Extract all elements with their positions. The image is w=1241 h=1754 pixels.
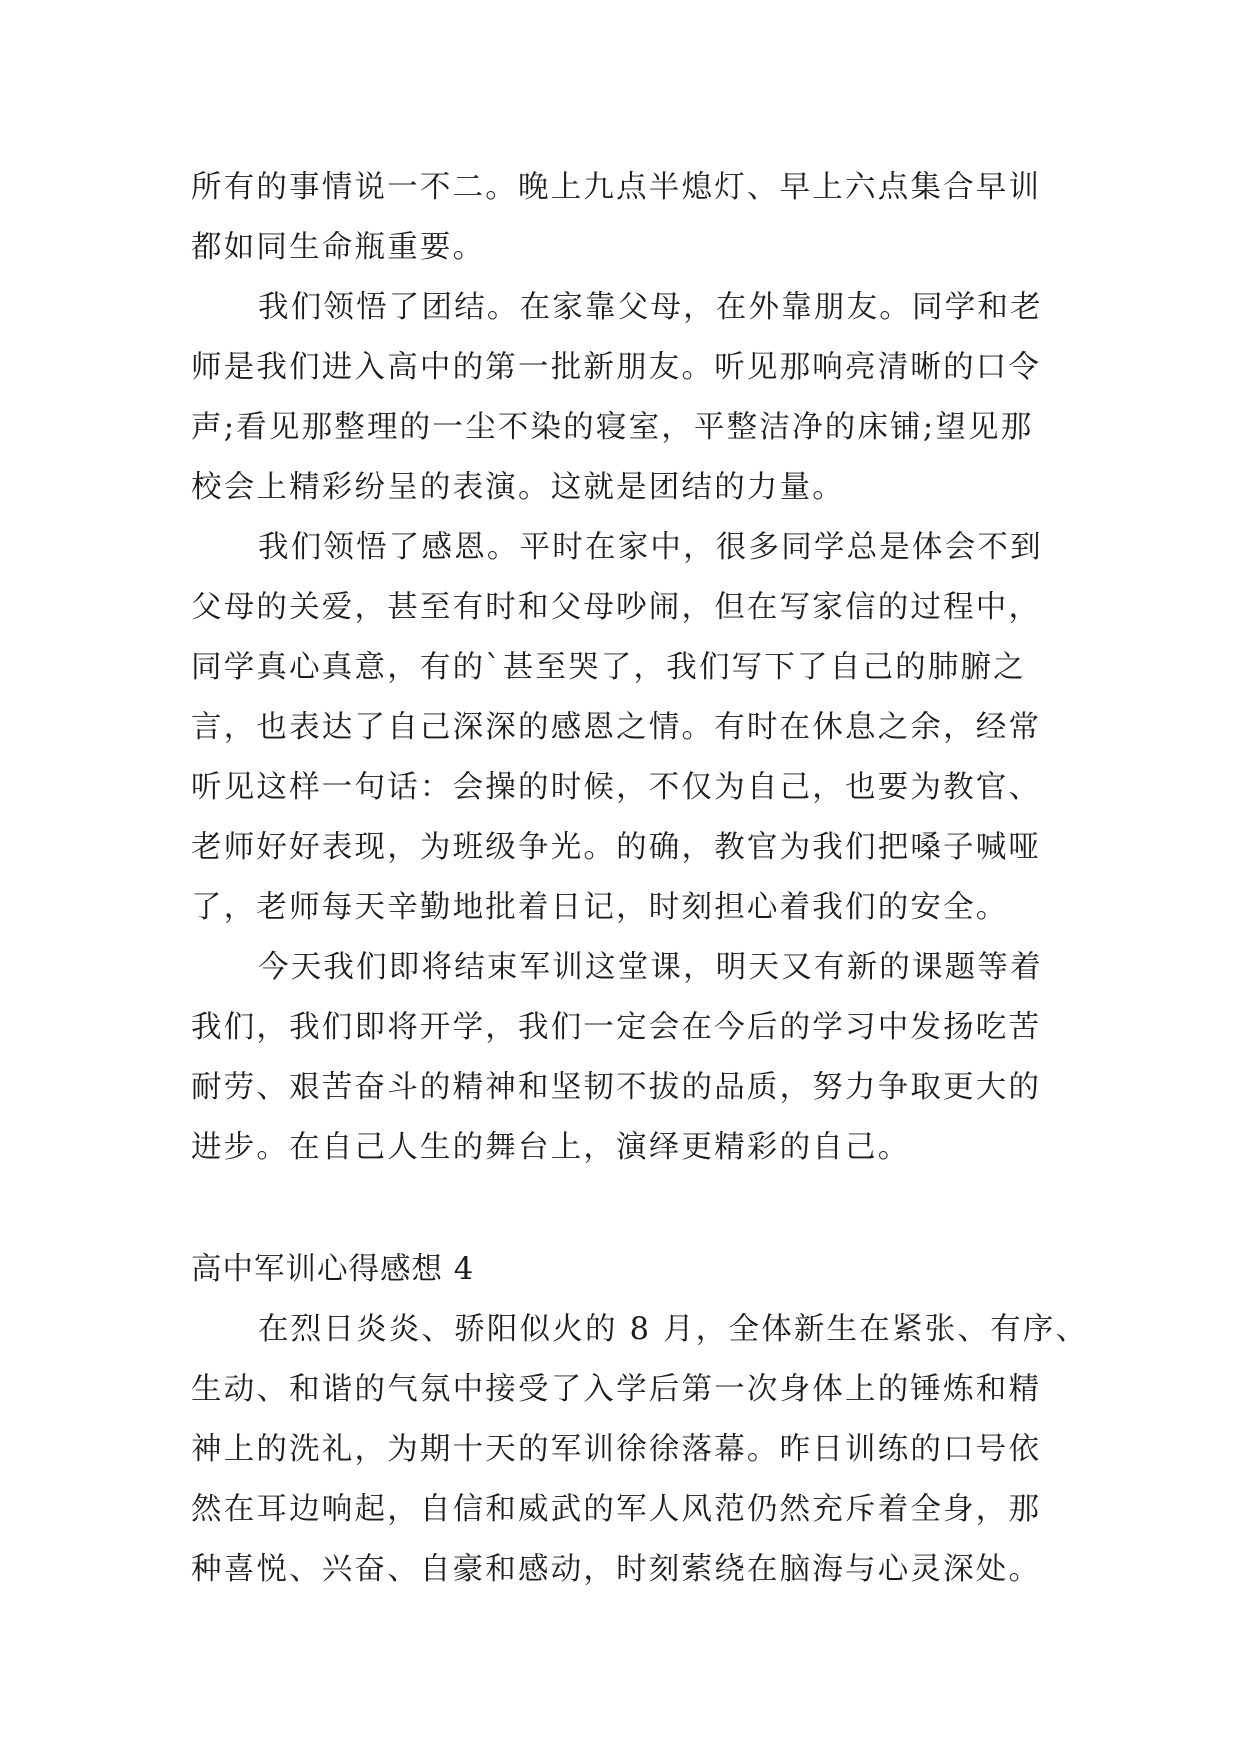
- section-gap: [191, 1178, 1071, 1240]
- paragraph-3: [191, 518, 1071, 938]
- text-line: 然在耳边响起，自信和威武的军人风范仍然充斥着全身，那: [191, 1492, 1042, 1527]
- text-line: 都如同生命瓶重要。: [191, 230, 486, 265]
- text-line: 我们领悟了感恩。平时在家中，很多同学总是体会不到: [258, 530, 1043, 565]
- text-line: 师是我们进入高中的第一批新朋友。听见那响亮清晰的口令: [191, 350, 1042, 385]
- text-line: 神上的洗礼，为期十天的军训徐徐落幕。昨日训练的口号依: [191, 1432, 1042, 1467]
- text-line: 我们领悟了团结。在家靠父母，在外靠朋友。同学和老: [258, 290, 1043, 325]
- document-body: [191, 158, 1089, 1600]
- paragraph-1: [191, 158, 1071, 278]
- text-line: 言，也表达了自己深深的感恩之情。有时在休息之余，经常: [191, 710, 1042, 745]
- text-line: 听见这样一句话：会操的时候，不仅为自己，也要为教官、: [191, 770, 1042, 805]
- text-line: 今天我们即将结束军训这堂课，明天又有新的课题等着: [258, 950, 1043, 985]
- text-line: 我们，我们即将开学，我们一定会在今后的学习中发扬吃苦: [191, 1010, 1042, 1045]
- paragraph-2: [191, 278, 1071, 518]
- text-line: 耐劳、艰苦奋斗的精神和坚韧不拔的品质，努力争取更大的: [191, 1070, 1042, 1105]
- text-line: 生动、和谐的气氛中接受了入学后第一次身体上的锤炼和精: [191, 1372, 1042, 1407]
- text-line: 了，老师每天辛勤地批着日记，时刻担心着我们的安全。: [191, 890, 1009, 925]
- text-line: 校会上精彩纷呈的表演。这就是团结的力量。: [191, 470, 845, 505]
- section-heading: 高中军训心得感想 4: [191, 1252, 475, 1287]
- text-line: 所有的事情说一不二。晚上九点半熄灯、早上六点集合早训: [191, 170, 1042, 205]
- text-line: 同学真心真意，有的`甚至哭了，我们写下了自己的肺腑之: [191, 650, 1026, 685]
- text-line: 老师好好表现，为班级争光。的确，教官为我们把嗓子喊哑: [191, 830, 1042, 865]
- text-line: 声;看见那整理的一尘不染的寝室，平整洁净的床铺;望见那: [191, 410, 1034, 445]
- text-line: 在烈日炎炎、骄阳似火的 8 月，全体新生在紧张、有序、: [258, 1312, 1089, 1347]
- text-line: 种喜悦、兴奋、自豪和感动，时刻萦绕在脑海与心灵深处。: [191, 1552, 1042, 1587]
- paragraph-4: [191, 938, 1071, 1178]
- text-line: 进步。在自己人生的舞台上，演绎更精彩的自己。: [191, 1130, 911, 1165]
- text-line: 父母的关爱，甚至有时和父母吵闹，但在写家信的过程中，: [191, 590, 1042, 625]
- paragraph-5: [191, 1300, 1089, 1600]
